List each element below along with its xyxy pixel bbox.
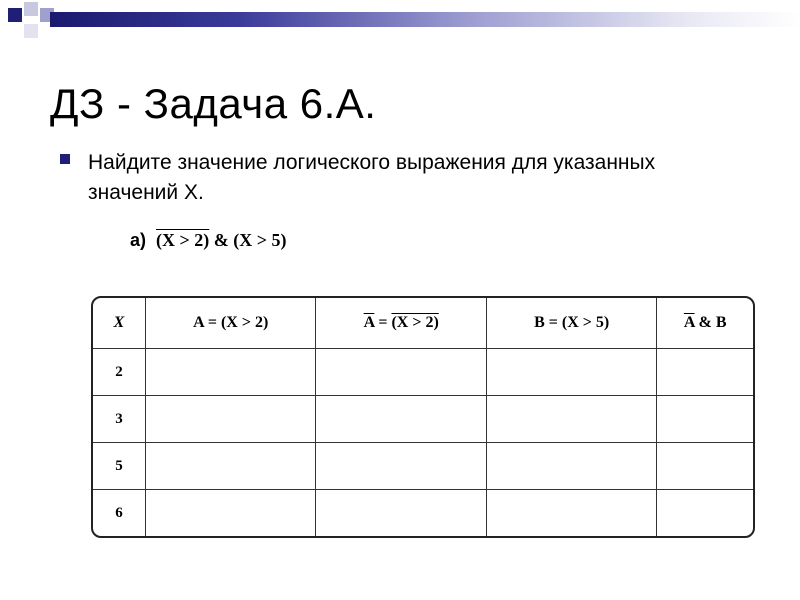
- table-row: [93, 443, 753, 490]
- decorative-square: [8, 8, 22, 22]
- cell-not-a[interactable]: [316, 490, 486, 536]
- cell-not-a[interactable]: [316, 443, 486, 490]
- cell-result[interactable]: [657, 490, 753, 536]
- decorative-gradient-bar: [50, 12, 800, 27]
- cell-x: 3: [93, 396, 146, 443]
- cell-not-a[interactable]: [316, 349, 486, 396]
- table-row: [93, 490, 753, 536]
- table-row: [93, 349, 753, 396]
- not-a-expression: (X > 2): [391, 314, 439, 331]
- not-a-symbol: $\overline{A}$: [363, 314, 375, 331]
- cell-x: 2: [93, 349, 146, 396]
- instruction-text: Найдите значение логического выражения для указанных значений Х.: [88, 151, 656, 204]
- header-x: X: [93, 298, 146, 349]
- result-not-a-symbol: $\overline{A}$: [683, 314, 695, 331]
- header-a: A = (X > 2): [146, 298, 316, 349]
- result-rest: & B: [694, 314, 727, 331]
- slide-title: ДЗ - Задача 6.А.: [50, 80, 377, 127]
- table-header-row: [93, 298, 753, 349]
- cell-b[interactable]: [487, 349, 657, 396]
- not-a-equals: =: [374, 314, 392, 331]
- decorative-square: [24, 2, 38, 16]
- cell-a[interactable]: [146, 490, 316, 536]
- header-result: [657, 298, 753, 349]
- cell-result[interactable]: [657, 349, 753, 396]
- cell-b[interactable]: [487, 443, 657, 490]
- decorative-header-band: [0, 0, 800, 40]
- decorative-square: [24, 24, 38, 38]
- table-row: [93, 396, 753, 443]
- cell-b[interactable]: [487, 396, 657, 443]
- logical-expression: [130, 230, 287, 251]
- truth-table: [91, 296, 755, 538]
- cell-b[interactable]: [487, 490, 657, 536]
- negated-subexpression: (X > 2): [156, 230, 210, 250]
- cell-x: 6: [93, 490, 146, 536]
- header-b: B = (X > 5): [487, 298, 657, 349]
- cell-result[interactable]: [657, 396, 753, 443]
- cell-result[interactable]: [657, 443, 753, 490]
- bullet-square-icon: [60, 154, 70, 164]
- expression-remainder: & (X > 5): [209, 230, 287, 250]
- header-not-a: [316, 298, 486, 349]
- cell-a[interactable]: [146, 443, 316, 490]
- cell-x: 5: [93, 443, 146, 490]
- cell-a[interactable]: [146, 349, 316, 396]
- task-label: а): [130, 230, 147, 250]
- cell-not-a[interactable]: [316, 396, 486, 443]
- cell-a[interactable]: [146, 396, 316, 443]
